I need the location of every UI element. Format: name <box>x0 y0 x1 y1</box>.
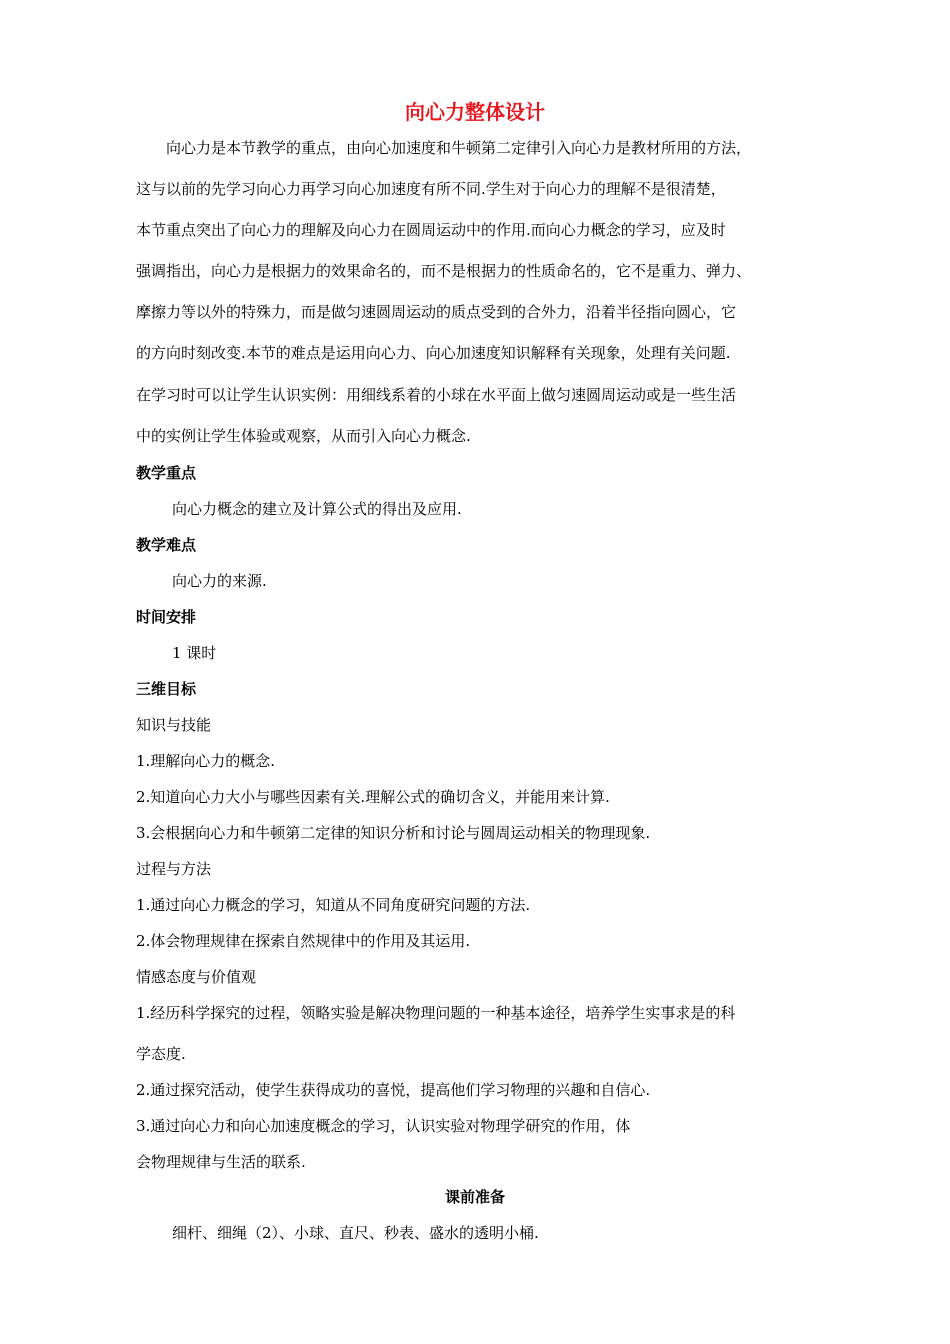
knowledge-item-3: 3.会根据向心力和牛顿第二定律的知识分析和讨论与圆周运动相关的物理现象. <box>136 824 651 842</box>
intro-line-2: 这与以前的先学习向心力再学习向心加速度有所不同.学生对于向心力的理解不是很清楚， <box>136 180 726 198</box>
attitude-heading: 情感态度与价值观 <box>136 968 257 986</box>
time-text: 1 课时 <box>172 644 217 662</box>
goals-heading: 三维目标 <box>136 680 197 698</box>
attitude-item-1: 1.经历科学探究的过程，领略实验是解决物理问题的一种基本途径，培养学生实事求是的科 <box>136 1004 736 1022</box>
prep-heading: 课前准备 <box>444 1188 505 1206</box>
document-title: 向心力整体设计 <box>405 100 545 124</box>
knowledge-item-1: 1.理解向心力的概念. <box>136 752 276 770</box>
prep-text: 细杆、细绳（2）、小球、直尺、秒表、盛水的透明小桶. <box>172 1224 539 1242</box>
knowledge-item-2: 2.知道向心力大小与哪些因素有关.理解公式的确切含义，并能用来计算. <box>136 788 610 806</box>
attitude-item-3-cont: 会物理规律与生活的联系. <box>136 1153 306 1171</box>
key-points-heading: 教学重点 <box>136 464 197 482</box>
intro-line-1: 向心力是本节教学的重点，由向心加速度和牛顿第二定律引入向心力是教材所用的方法， <box>136 139 752 157</box>
intro-line-3: 本节重点突出了向心力的理解及向心力在圆周运动中的作用.而向心力概念的学习，应及时 <box>136 221 726 239</box>
intro-line-5: 摩擦力等以外的特殊力，而是做匀速圆周运动的质点受到的合外力，沿着半径指向圆心，它 <box>136 303 737 321</box>
key-points-text: 向心力概念的建立及计算公式的得出及应用. <box>172 500 462 518</box>
difficulty-text: 向心力的来源. <box>172 572 267 590</box>
knowledge-heading: 知识与技能 <box>136 716 212 734</box>
attitude-item-3: 3.通过向心力和向心加速度概念的学习，认识实验对物理学研究的作用，体 <box>136 1117 631 1135</box>
intro-line-4: 强调指出，向心力是根据力的效果命名的，而不是根据力的性质命名的，它不是重力、弹力、 <box>136 262 752 280</box>
time-heading: 时间安排 <box>136 608 197 626</box>
difficulty-heading: 教学难点 <box>136 536 197 554</box>
process-item-2: 2.体会物理规律在探索自然规律中的作用及其运用. <box>136 932 471 950</box>
intro-line-6: 的方向时刻改变.本节的难点是运用向心力、向心加速度知识解释有关现象，处理有关问题. <box>136 344 731 362</box>
intro-line-8: 中的实例让学生体验或观察，从而引入向心力概念. <box>136 427 471 445</box>
attitude-item-2: 2.通过探究活动，使学生获得成功的喜悦，提高他们学习物理的兴趣和自信心. <box>136 1081 651 1099</box>
attitude-item-1-cont: 学态度. <box>136 1045 186 1063</box>
process-heading: 过程与方法 <box>136 860 212 878</box>
process-item-1: 1.通过向心力概念的学习，知道从不同角度研究问题的方法. <box>136 896 531 914</box>
intro-line-7: 在学习时可以让学生认识实例：用细线系着的小球在水平面上做匀速圆周运动或是一些生活 <box>136 386 737 404</box>
